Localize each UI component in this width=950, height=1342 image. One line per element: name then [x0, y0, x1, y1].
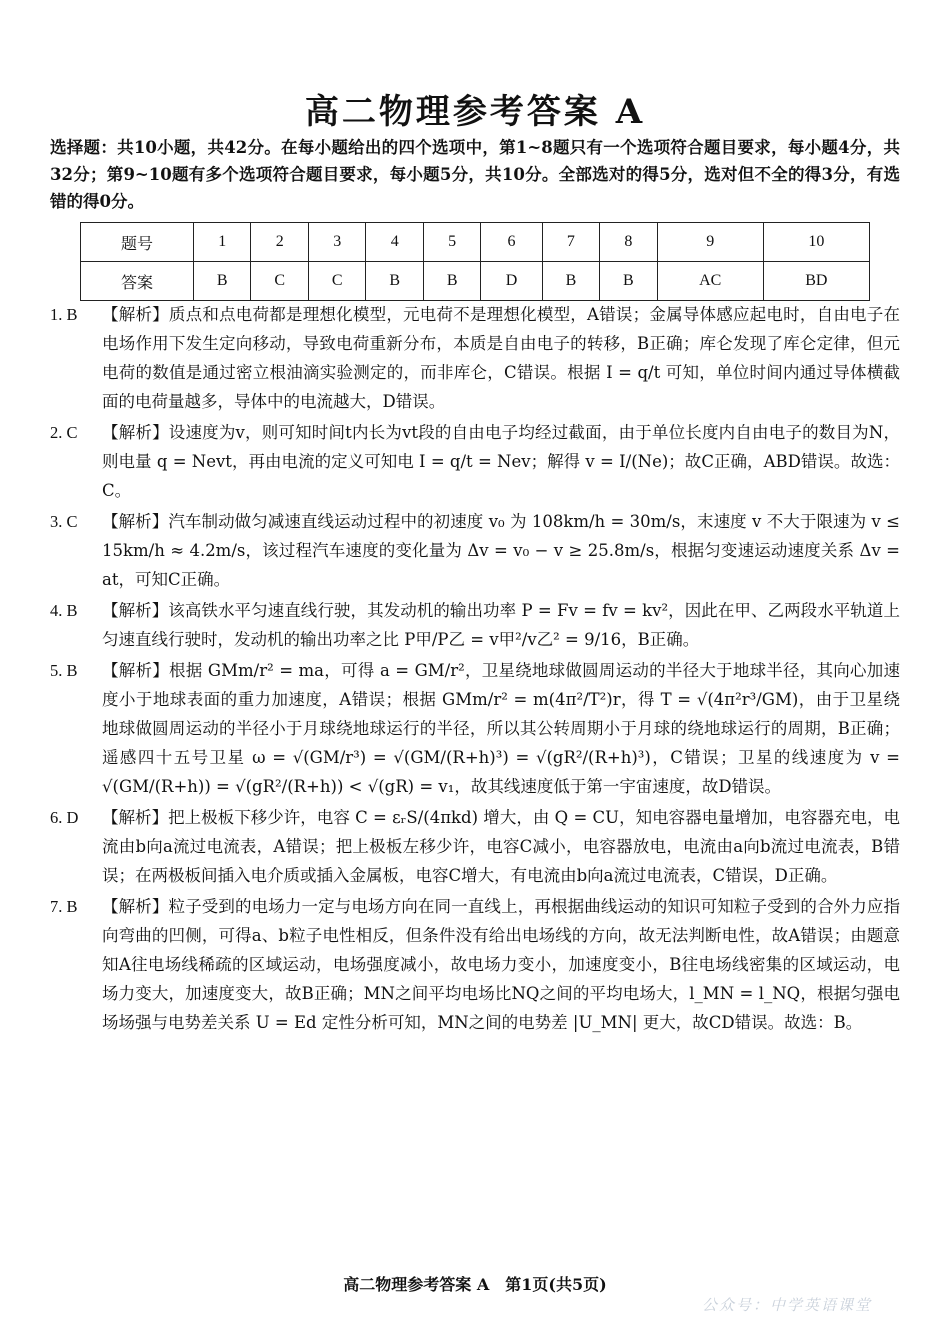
row-label: 答案 [81, 262, 194, 301]
page-footer: 高二物理参考答案 A 第1页(共5页) [343, 1275, 607, 1294]
solution-item [50, 507, 900, 594]
solution-number: 7. B [50, 897, 78, 916]
solution-number: 2. C [50, 423, 78, 442]
question-number: 3 [308, 223, 365, 262]
answer-cell: C [308, 262, 365, 301]
solution-text: 【解析】设速度为v，则可知时间t内长为vt段的自由电子均经过截面，由于单位长度内自由电子的数目为N，则电量 q = Nevt，再由电流的定义可知电 I = q/t = Nev；解得 v = I/(Ne)；故C正确，ABD错误。故选：C。 [102, 423, 900, 500]
answer-cell: B [194, 262, 251, 301]
question-number: 1 [194, 223, 251, 262]
solution-number: 4. B [50, 601, 78, 620]
solution-text: 【解析】该高铁水平匀速直线行驶，其发动机的输出功率 P = Fv = fv = kv²，因此在甲、乙两段水平轨道上匀速直线行驶时，发动机的输出功率之比 P甲/P乙 = v甲²/v乙² = 9/16，B正确。 [102, 601, 900, 649]
answer-row [81, 262, 870, 301]
solution-item [50, 418, 900, 505]
question-number: 8 [600, 223, 657, 262]
solution-text: 【解析】汽车制动做匀减速直线运动过程中的初速度 v₀ 为 108km/h = 30m/s，末速度 v 不大于限速为 v ≤ 15km/h ≈ 4.2m/s，该过程汽车速度的变化量为 Δv = v₀ − v ≥ 25.8m/s，根据匀变速运动速度关系 Δv = at，可知C正确。 [102, 512, 900, 589]
solution-number: 6. D [50, 808, 79, 827]
solution-item [50, 656, 900, 801]
answer-cell: B [423, 262, 480, 301]
question-number: 4 [366, 223, 423, 262]
answer-cell: C [251, 262, 308, 301]
row-label: 题号 [81, 223, 194, 262]
answer-table [80, 222, 870, 301]
answer-cell: B [366, 262, 423, 301]
number-row [81, 223, 870, 262]
solutions-list [50, 300, 900, 1039]
solution-item [50, 803, 900, 890]
solution-number: 3. C [50, 512, 78, 531]
solution-item [50, 892, 900, 1037]
answer-cell: B [600, 262, 657, 301]
solution-text: 【解析】把上极板下移少许，电容 C = εᵣS/(4πkd) 增大，由 Q = CU，知电容器电量增加，电容器充电，电流由b向a流过电流表，A错误；把上极板左移少许，电容C减小，电容器放电，电流由a向b流过电流表，B错误；在两极板间插入电介质或插入金属板，电容C增大，有电流由b向a流过电流表，C错误，D正确。 [102, 808, 900, 885]
question-number: 2 [251, 223, 308, 262]
answer-cell: BD [763, 262, 869, 301]
solution-number: 1. B [50, 305, 78, 324]
solution-item [50, 300, 900, 416]
instructions: 选择题：共10小题，共42分。在每小题给出的四个选项中，第1~8题只有一个选项符合题目要求，每小题4分，共32分；第9~10题有多个选项符合题目要求，每小题5分，共10分。全部选对的得5分，选对但不全的得3分，有选错的得0分。 [50, 138, 900, 211]
question-number: 7 [542, 223, 599, 262]
solution-text: 【解析】粒子受到的电场力一定与电场方向在同一直线上，再根据曲线运动的知识可知粒子受到的合外力应指向弯曲的凹侧，可得a、b粒子电性相反，但条件没有给出电场线的方向，故无法判断电性，故A错误；由题意知A往电场线稀疏的区域运动，电场强度减小，故电场力变小，加速度变小，B往电场线密集的区域运动，电场力变大，加速度变大，故B正确；MN之间平均电场比NQ之间的平均电场大，l_MN = l_NQ，根据匀强电场场强与电势差关系 U = Ed 定性分析可知，MN之间的电势差 |U_MN| 更大，故CD错误。故选：B。 [102, 897, 900, 1032]
answer-cell: D [481, 262, 542, 301]
answer-cell: AC [657, 262, 763, 301]
solution-text: 【解析】根据 GMm/r² = ma，可得 a = GM/r²，卫星绕地球做圆周运动的半径大于地球半径，其向心加速度小于地球表面的重力加速度，A错误；根据 GMm/r² = m(4π²/T²)r，得 T = √(4π²r³/GM)，由于卫星绕地球做圆周运动的半径小于月球绕地球运行的半径，所以其公转周期小于月球的绕地球运行的周期，B正确；遥感四十五号卫星 ω = √(GM/r³) = √(GM/(R+h)³) = √(gR²/(R+h)³)，C错误；卫星的线速度为 v = √(GM/(R+h)) = √(gR²/(R+h)) < √(gR) = v₁，故其线速度低于第一宇宙速度，故D错误。 [102, 661, 900, 796]
question-number: 9 [657, 223, 763, 262]
question-number: 10 [763, 223, 869, 262]
question-number: 5 [423, 223, 480, 262]
answer-cell: B [542, 262, 599, 301]
question-number: 6 [481, 223, 542, 262]
solution-text: 【解析】质点和点电荷都是理想化模型，元电荷不是理想化模型，A错误；金属导体感应起电时，自由电子在电场作用下发生定向移动，导致电荷重新分布，本质是自由电子的转移，B正确；库仑发现了库仑定律，但元电荷的数值是通过密立根油滴实验测定的，而非库仑，C错误。根据 I = q/t 可知，单位时间内通过导体横截面的电荷量越多，导体中的电流越大，D错误。 [102, 305, 900, 411]
solution-number: 5. B [50, 661, 78, 680]
solution-item [50, 596, 900, 654]
watermark: 公众号：中学英语课堂 [701, 1296, 872, 1314]
page-title: 高二物理参考答案 A [304, 92, 646, 132]
